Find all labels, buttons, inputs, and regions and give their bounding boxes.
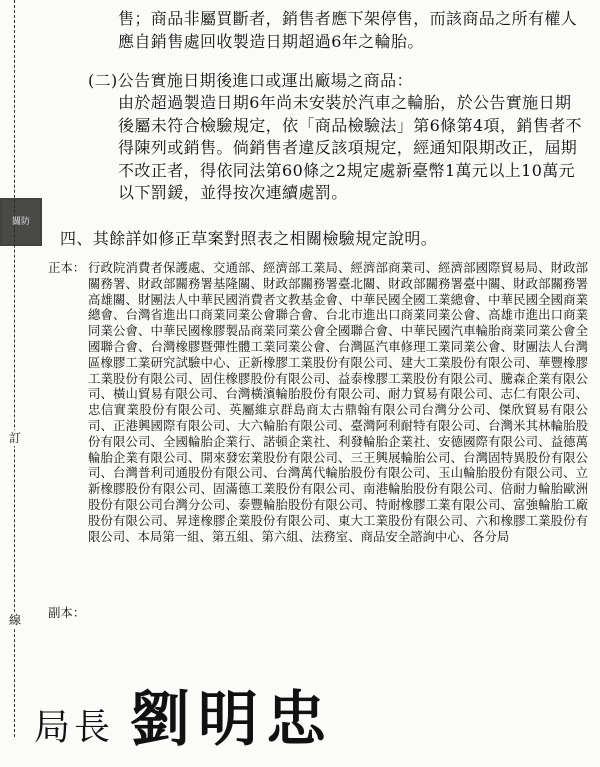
- paragraph-1: 售；商品非屬買斷者，銷售者應下架停售，而該商品之所有權人應自銷售處回收製造日期超過6年之輪胎。: [118, 9, 578, 51]
- section-2-heading: (二)公告實施日期後進口或運出廠場之商品：: [88, 71, 413, 90]
- recipients-list: 行政院消費者保護處、交通部、經濟部工業局、經濟部商業司、經濟部國際貿易局、財政部關務署、財政部關務署基隆關、財政部關務署臺北關、財政部關務署臺中關、財政部關務署高雄關、財團法人中華民國消費者文教基金會、中華民國全國工業總會、中華民國全國商業總會、台灣省進出口商業同業公會聯合會、台北市進出口商業同業公會、高雄市進出口商業同業公會、中華民國橡膠製品商業同業公會全國聯合會、中華民國汽車輪胎商業同業公會全國聯合會、台灣橡膠暨彈性體工業同業公會、台灣區汽車修理工業同業公會、財團法人台灣區橡膠工業研究試驗中心、正新橡膠工業股份有限公司、建大工業股份有限公司、華豐橡膠工業股份有限公司、固住橡膠股份有限公司、益泰橡膠工業股份有限公司、騰森企業有限公司、橫山貿易有限公司、台灣橫濱輪胎股份有限公司、耐力貿易有限公司、志仁有限公司、忠信實業股份有限公司、英屬維京群島商太古鼎翰有限公司台灣分公司、傑欣貿易有限公司、正港興國際有限公司、大六輪胎有限公司、臺灣阿利耐特有限公司、台灣米其林輪胎股份有限公司、全國輪胎企業行、諾頓企業社、利發輪胎企業社、安德國際有限公司、益德萬輪胎企業有限公司、開來發宏業股份有限公司、三王興展輪胎公司、台灣固特異股份有限公司、台灣普利司通股份有限公司、台灣萬代輪胎股份有限公司、玉山輪胎股份有限公司、立新橡膠股份有限公司、固滿德工業股份有限公司、南港輪胎股份有限公司、倍耐力輪胎歐洲股份有限公司台灣分公司、泰豐輪胎股份有限公司、特耐橡膠工業有限公司、富強輪胎工廠股份有限公司、昇達橡膠企業股份有限公司、東大工業股份有限公司、六和橡膠工業股份有限公司、本局第一組、第五組、第六組、法務室、商品安全諮詢中心、各分局: [88, 260, 588, 544]
- signature-title: 局長: [34, 707, 115, 748]
- signature-name: 劉明忠: [130, 685, 335, 755]
- binding-mark-xian: 線: [8, 613, 21, 627]
- paragraph-2: 由於超過製造日期6年尚未安裝於汽車之輪胎，於公告實施日期後屬未符合檢驗規定，依「商品檢驗法」第6條第4項，銷售者不得陳列或銷售。倘銷售者違反該項規定，經通知限期改正，屆期不改正者，得依同法第60條之2規定處新臺幣1萬元以上10萬元以下罰鍰，並得按次連續處罰。: [118, 93, 582, 202]
- recipients-block: [48, 260, 588, 544]
- binding-mark-ding: 訂: [8, 431, 21, 445]
- item-4: 四、其餘詳如修正草案對照表之相關檢驗規定說明。: [60, 229, 438, 248]
- signature-block: [34, 672, 334, 758]
- copy-label: 副本：: [48, 605, 86, 620]
- recipients-label: 正本：: [48, 260, 86, 275]
- official-seal: 關防: [0, 198, 42, 246]
